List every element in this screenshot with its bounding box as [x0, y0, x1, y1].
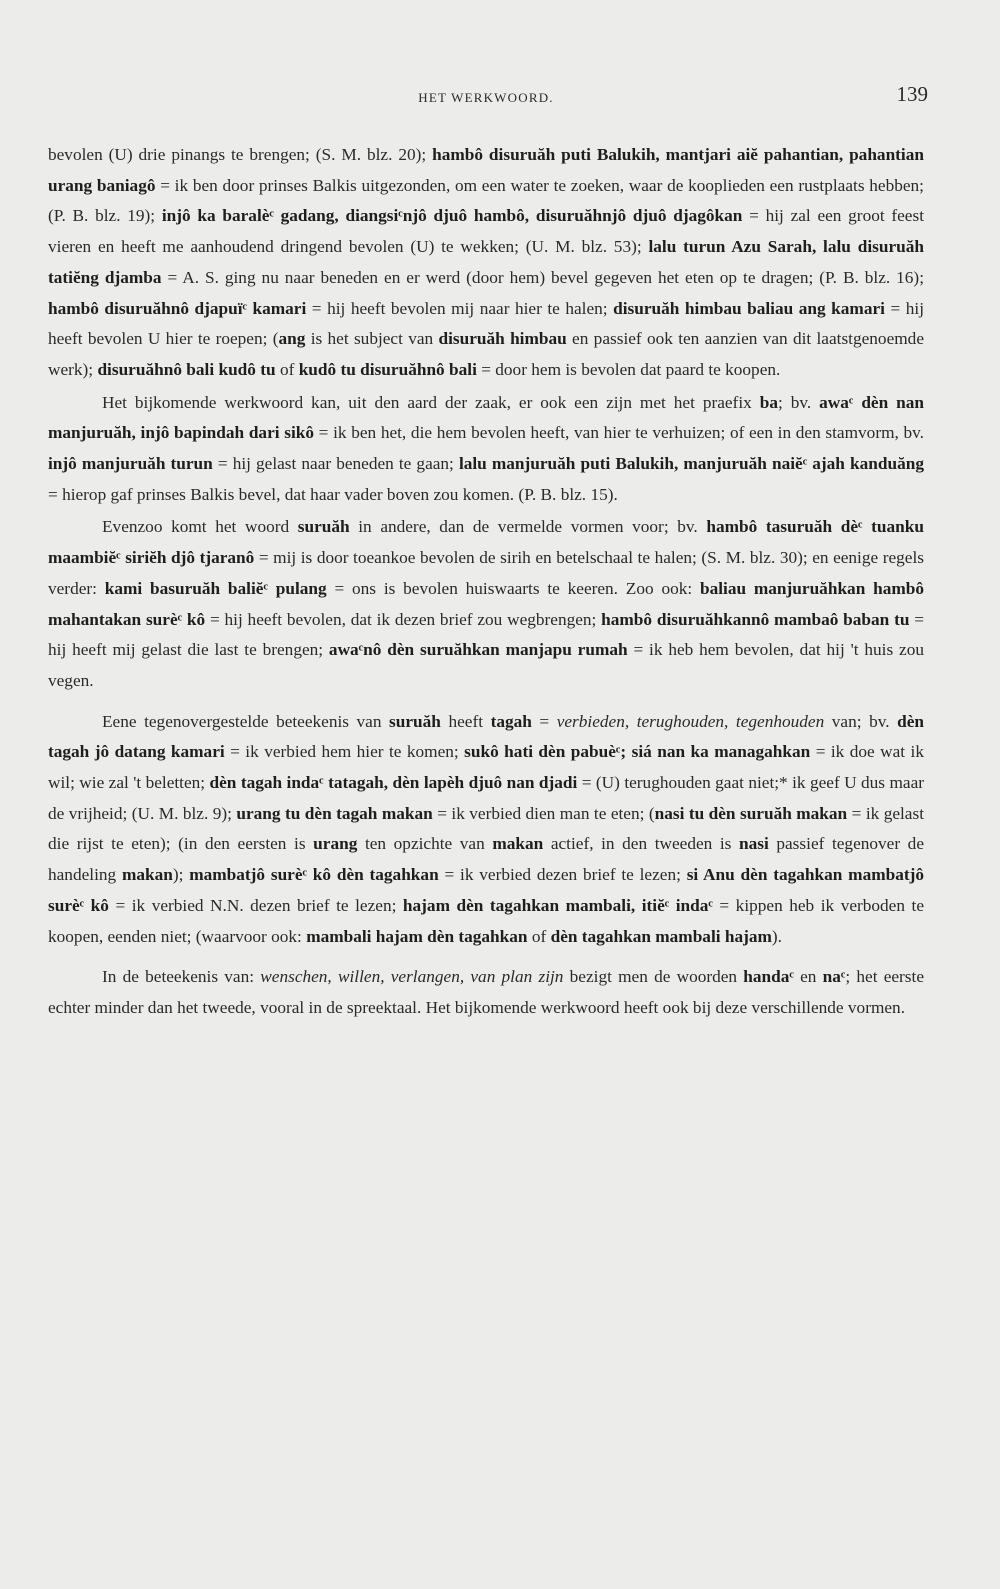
malay-phrase: disuruăhnô bali kudô tu	[97, 359, 276, 379]
text-run: = mij is door toeankoe bevolen de sirih en betelschaal te halen; (S. M. blz. 30); en eenige regels verder:	[48, 548, 924, 598]
text-run: actief, in den tweeden is	[543, 834, 739, 854]
text-run: Eene tegenovergestelde beteekenis van	[102, 711, 390, 731]
paragraph	[48, 140, 924, 386]
malay-phrase: handaᶜ	[743, 967, 794, 987]
text-run: of	[275, 359, 299, 379]
page-header	[48, 78, 928, 112]
text-run: = kippen heb ik verboden te koopen, eenden niet; (waarvoor ook:	[48, 895, 924, 946]
text-run: = ik heb hem bevolen, dat hij 't huis zou vegen.	[48, 640, 924, 690]
malay-phrase: suruăh	[389, 711, 441, 731]
malay-phrase: urang tu dèn tagah makan	[236, 803, 433, 823]
malay-phrase: urang	[313, 834, 358, 854]
malay-phrase: mambatjô surèᶜ kô dèn tagahkan	[189, 865, 439, 885]
malay-phrase: disuruăh himbau	[438, 329, 567, 349]
text-run: en	[793, 967, 823, 987]
malay-phrase: dèn tagah indaᶜ tatagah, dèn lapèh djuô nan djadi	[209, 773, 578, 793]
malay-phrase: hambô disuruăhnô djapuïᶜ kamari	[48, 298, 307, 318]
text-run: Het bijkomende werkwoord kan, uit den aard der zaak, er ook een zijn met het praefix	[102, 392, 760, 412]
malay-phrase: dèn tagah jô datang kamari	[48, 711, 924, 762]
text-run: = door hem is bevolen dat paard te koopen.	[476, 359, 781, 379]
malay-phrase: injô ka baralèᶜ gadang, diangsiᶜnjô djuô hambô, disuruăhnjô djuô djagôkan	[161, 206, 743, 226]
running-title: HET WERKWOORD.	[418, 90, 554, 105]
text-run: =	[531, 711, 557, 731]
paragraph	[48, 512, 924, 696]
text-run: of	[527, 926, 551, 946]
text-run: in andere, dan de vermelde vormen voor; bv.	[349, 517, 707, 537]
malay-phrase: dèn tagahkan mambali hajam	[550, 926, 772, 946]
malay-phrase: tagah	[490, 711, 532, 731]
text-run: Evenzoo komt het woord	[102, 517, 298, 537]
text-run: = hij zal een groot feest vieren en heeft me aanhoudend dringend bevolen (U) te wekken; (U. M. blz. 53);	[48, 206, 925, 257]
text-run: = ik verbied dezen brief te lezen;	[438, 865, 687, 885]
malay-phrase: naᶜ	[822, 967, 846, 987]
text-run: = hij heeft bevolen U hier te roepen; (	[48, 298, 924, 349]
paragraph	[48, 707, 924, 953]
malay-phrase: nasi	[739, 834, 769, 854]
text-run: = A. S. ging nu naar beneden en er werd (door hem) bevel gegeven het eten op te dragen; (P. B. blz. 16);	[161, 267, 924, 287]
text-run: ; het eerste echter minder dan het tweede, vooral in de spreektaal. Het bijkomende werkwoord heeft ook bij deze verschillende vormen.	[48, 967, 925, 1017]
text-run: = hij heeft bevolen, dat ik dezen brief zou wegbrengen;	[205, 609, 602, 629]
body-text	[48, 140, 924, 1024]
text-run: en passief ook ten aanzien van dit laatstgenoemde werk);	[48, 329, 924, 379]
malay-phrase: nasi tu dèn suruăh makan	[654, 803, 848, 823]
paragraph	[48, 388, 924, 511]
paragraph	[48, 962, 924, 1023]
text-run: = ik ben het, die hem bevolen heeft, van hier te verhuizen; of een in den stamvorm, bv.	[314, 423, 924, 443]
text-run: ).	[771, 926, 782, 946]
text-run: bezigt men de woorden	[563, 967, 744, 987]
malay-phrase: sukô hati dèn pabuèᶜ; siá nan ka managahkan	[464, 742, 811, 762]
text-run: = hierop gaf prinses Balkis bevel, dat haar vader boven zou komen. (P. B. blz. 15).	[48, 484, 618, 504]
text-run: bevolen (U) drie pinangs te brengen; (S. M. blz. 20);	[48, 145, 433, 164]
text-run: = hij heeft mij gelast die last te brengen;	[48, 609, 924, 660]
text-run: = ik verbied hem hier te komen;	[224, 742, 465, 762]
text-run: passief tegenover de handeling	[48, 834, 924, 885]
text-run: );	[172, 865, 190, 885]
malay-phrase: hambô tasuruăh dèᶜ tuanku maambiĕᶜ siriĕh djô tjaranô	[48, 517, 924, 568]
emphasis-text: verbieden, terughouden, tegenhouden	[556, 711, 825, 731]
malay-phrase: makan	[121, 865, 173, 885]
text-run: = ik ben door prinses Balkis uitgezonden, om een water te zoeken, waar de kooplieden een rustplaats hebben; (P. B. blz. 19);	[48, 175, 924, 226]
text-run: = ons is bevolen huiswaarts te keeren. Zoo ook:	[326, 578, 700, 598]
text-run: = ik verbied N.N. dezen brief te lezen;	[108, 895, 403, 915]
malay-phrase: makan	[492, 834, 544, 854]
text-run: = hij gelast naar beneden te gaan;	[212, 454, 459, 474]
text-run: = ik doe wat ik wil; wie zal 't beletten;	[48, 742, 924, 793]
malay-phrase: suruăh	[297, 517, 350, 537]
text-run: = hij heeft bevolen mij naar hier te halen;	[306, 298, 614, 318]
text-run: = ik verbied dien man te eten; (	[432, 803, 655, 823]
malay-phrase: disuruăh himbau baliau ang kamari	[613, 298, 885, 318]
text-run: ; bv.	[777, 392, 820, 412]
text-run: = (U) terughouden gaat niet;* ik geef U dus maar de vrijheid; (U. M. blz. 9);	[48, 773, 924, 823]
malay-phrase: hajam dèn tagahkan mambali, itiĕᶜ indaᶜ	[402, 895, 713, 915]
text-run: is het subject van	[305, 329, 439, 349]
text-run: In de beteekenis van:	[102, 967, 261, 987]
malay-phrase: mambali hajam dèn tagahkan	[306, 926, 528, 946]
malay-phrase: ang	[278, 329, 306, 349]
malay-phrase: awaᶜnô dèn suruăhkan manjapu rumah	[328, 640, 628, 660]
malay-phrase: ba	[759, 392, 778, 412]
emphasis-text: wenschen, willen, verlangen, van plan zijn	[260, 967, 564, 987]
text-run: van; bv.	[824, 711, 898, 731]
malay-phrase: hambô disuruăh puti Balukih, mantjari aiĕ pahantian, pahantian urang baniagô	[48, 145, 924, 195]
malay-phrase: kami basuruăh baliĕᶜ pulang	[104, 578, 327, 598]
malay-phrase: awaᶜ dèn nan manjuruăh, injô bapindah dari sikô	[48, 392, 925, 443]
malay-phrase: hambô disuruăhkannô mambaô baban tu	[601, 609, 910, 629]
malay-phrase: lalu turun Azu Sarah, lalu disuruăh tatiĕng djamba	[48, 237, 924, 287]
text-run: = ik gelast die rijst te eten); (in den eersten is	[48, 803, 925, 854]
malay-phrase: si Anu dèn tagahkan mambatjô surèᶜ kô	[48, 865, 925, 915]
malay-phrase: baliau manjuruăhkan hambô mahantakan surèᶜ kô	[48, 578, 925, 629]
malay-phrase: kudô tu disuruăhnô bali	[298, 359, 477, 379]
malay-phrase: injô manjuruăh turun	[48, 454, 213, 474]
malay-phrase: lalu manjuruăh puti Balukih, manjuruăh naiĕᶜ ajah kanduăng	[458, 454, 924, 474]
text-run: heeft	[440, 711, 491, 731]
page-number: 139	[896, 82, 928, 106]
text-run: ten opzichte van	[357, 834, 493, 854]
